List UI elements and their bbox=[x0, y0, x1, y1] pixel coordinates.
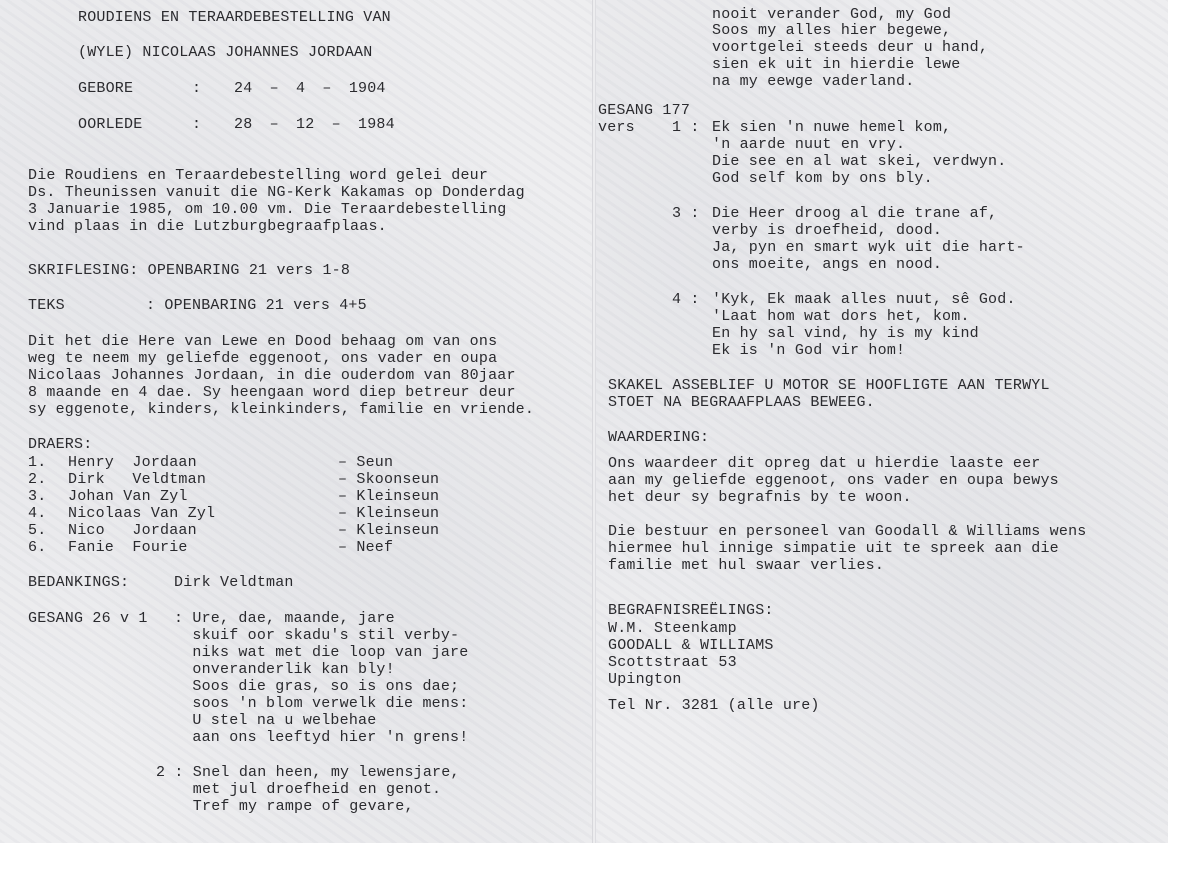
announcement-line: sy eggenote, kinders, kleinkinders, familie en vriende. bbox=[28, 401, 535, 418]
born-date: 24 – 4 – 1904 bbox=[234, 80, 386, 97]
condolence-line: hiermee hul innige simpatie uit te spreek aan die bbox=[608, 540, 1059, 557]
text-label: TEKS bbox=[28, 297, 65, 314]
intro-line: 3 Januarie 1985, om 10.00 vm. Die Teraardebestelling bbox=[28, 201, 507, 218]
phone-line: Tel Nr. 3281 (alle ure) bbox=[608, 697, 820, 714]
hymn-line: skuif oor skadu's stil verby- bbox=[174, 627, 460, 644]
hymn-continuation-line: sien ek uit in hierdie lewe bbox=[712, 56, 961, 73]
bearer-num: 3. bbox=[28, 488, 47, 505]
hymn26-label: GESANG 26 v 1 bbox=[28, 610, 148, 627]
verse-line: 'Kyk, Ek maak alles nuut, sê God. bbox=[712, 291, 1016, 308]
verse-line: ons moeite, angs en nood. bbox=[712, 256, 943, 273]
bearer-name: Nico Jordaan bbox=[68, 522, 197, 539]
arrangements-line: W.M. Steenkamp bbox=[608, 620, 737, 637]
bearer-num: 2. bbox=[28, 471, 47, 488]
bearer-num: 4. bbox=[28, 505, 47, 522]
bearer-name: Fanie Fourie bbox=[68, 539, 188, 556]
born-sep: : bbox=[192, 80, 202, 97]
bearer-num: 5. bbox=[28, 522, 47, 539]
verse-number: 1 : bbox=[672, 119, 700, 136]
hymn-line: met jul droefheid en genot. bbox=[156, 781, 442, 798]
verse-line: God self kom by ons bly. bbox=[712, 170, 933, 187]
bearer-relation: – Kleinseun bbox=[338, 522, 440, 539]
hymn-continuation-line: nooit verander God, my God bbox=[712, 6, 952, 23]
died-sep: : bbox=[192, 116, 202, 133]
arrangements-line: Scottstraat 53 bbox=[608, 654, 737, 671]
appreciation-heading: WAARDERING: bbox=[608, 429, 710, 446]
bearer-relation: – Kleinseun bbox=[338, 488, 440, 505]
intro-line: Ds. Theunissen vanuit die NG-Kerk Kakamas op Donderdag bbox=[28, 184, 525, 201]
hymn-line: 2 : Snel dan heen, my lewensjare, bbox=[156, 764, 460, 781]
bearer-name: Dirk Veldtman bbox=[68, 471, 207, 488]
hymn-line: onveranderlik kan bly! bbox=[174, 661, 395, 678]
intro-line: vind plaas in die Lutzburgbegraafplaas. bbox=[28, 218, 387, 235]
bearer-name: Henry Jordaan bbox=[68, 454, 197, 471]
thanks-label: BEDANKINGS: bbox=[28, 574, 130, 591]
verse-number: 4 : bbox=[672, 291, 700, 308]
announcement-line: Dit het die Here van Lewe en Dood behaag om van ons bbox=[28, 333, 498, 350]
verse-line: Die see en al wat skei, verdwyn. bbox=[712, 153, 1007, 170]
hymn177-label: GESANG 177 bbox=[598, 102, 691, 119]
condolence-line: Die bestuur en personeel van Goodall & Williams wens bbox=[608, 523, 1087, 540]
hymn-line: Soos die gras, so is ons dae; bbox=[174, 678, 460, 695]
reading-line: SKRIFLESING: OPENBARING 21 vers 1-8 bbox=[28, 262, 351, 279]
hymn-line: Tref my rampe of gevare, bbox=[156, 798, 414, 815]
verse-line: Die Heer droog al die trane af, bbox=[712, 205, 998, 222]
hymn-line: U stel na u welbehae bbox=[174, 712, 377, 729]
bearer-relation: – Skoonseun bbox=[338, 471, 440, 488]
verse-label: vers bbox=[598, 119, 635, 136]
verse-line: Ek sien 'n nuwe hemel kom, bbox=[712, 119, 952, 136]
verse-line: Ja, pyn en smart wyk uit die hart- bbox=[712, 239, 1025, 256]
verse-line: 'Laat hom wat dors het, kom. bbox=[712, 308, 970, 325]
verse-number: 3 : bbox=[672, 205, 700, 222]
condolence-line: familie met hul swaar verlies. bbox=[608, 557, 885, 574]
bearer-name: Nicolaas Van Zyl bbox=[68, 505, 216, 522]
hymn-line: : Ure, dae, maande, jare bbox=[174, 610, 395, 627]
headlights-notice: SKAKEL ASSEBLIEF U MOTOR SE HOOFLIGTE AAN TERWYL bbox=[608, 377, 1050, 394]
announcement-line: weg te neem my geliefde eggenoot, ons vader en oupa bbox=[28, 350, 498, 367]
hymn-continuation-line: voortgelei steeds deur u hand, bbox=[712, 39, 989, 56]
arrangements-line: Upington bbox=[608, 671, 682, 688]
bearer-relation: – Seun bbox=[338, 454, 394, 471]
hymn-continuation-line: Soos my alles hier begewe, bbox=[712, 22, 952, 39]
died-date: 28 – 12 – 1984 bbox=[234, 116, 395, 133]
headlights-notice: STOET NA BEGRAAFPLAAS BEWEEG. bbox=[608, 394, 875, 411]
bearer-relation: – Kleinseun bbox=[338, 505, 440, 522]
text-value: : OPENBARING 21 vers 4+5 bbox=[146, 297, 367, 314]
thanks-name: Dirk Veldtman bbox=[174, 574, 294, 591]
verse-line: En hy sal vind, hy is my kind bbox=[712, 325, 979, 342]
died-label: OORLEDE bbox=[78, 116, 143, 133]
page-fold bbox=[592, 0, 596, 843]
hymn-continuation-line: na my eewge vaderland. bbox=[712, 73, 915, 90]
verse-line: 'n aarde nuut en vry. bbox=[712, 136, 906, 153]
hymn-line: niks wat met die loop van jare bbox=[174, 644, 469, 661]
bearer-name: Johan Van Zyl bbox=[68, 488, 188, 505]
announcement-line: 8 maande en 4 dae. Sy heengaan word diep betreur deur bbox=[28, 384, 516, 401]
born-label: GEBORE bbox=[78, 80, 134, 97]
appreciation-line: het deur sy begrafnis by te woon. bbox=[608, 489, 912, 506]
bearer-num: 6. bbox=[28, 539, 47, 556]
arrangements-line: GOODALL & WILLIAMS bbox=[608, 637, 774, 654]
appreciation-line: Ons waardeer dit opreg dat u hierdie laaste eer bbox=[608, 455, 1041, 472]
title-line-2: (WYLE) NICOLAAS JOHANNES JORDAAN bbox=[78, 44, 373, 61]
intro-line: Die Roudiens en Teraardebestelling word gelei deur bbox=[28, 167, 489, 184]
hymn-line: soos 'n blom verwelk die mens: bbox=[174, 695, 469, 712]
verse-line: verby is droefheid, dood. bbox=[712, 222, 943, 239]
verse-line: Ek is 'n God vir hom! bbox=[712, 342, 906, 359]
title-line-1: ROUDIENS EN TERAARDEBESTELLING VAN bbox=[78, 9, 391, 26]
appreciation-line: aan my geliefde eggenoot, ons vader en oupa bewys bbox=[608, 472, 1059, 489]
bearer-num: 1. bbox=[28, 454, 47, 471]
bearers-heading: DRAERS: bbox=[28, 436, 93, 453]
announcement-line: Nicolaas Johannes Jordaan, in die ouderdom van 80jaar bbox=[28, 367, 516, 384]
bearer-relation: – Neef bbox=[338, 539, 394, 556]
hymn-line: aan ons leeftyd hier 'n grens! bbox=[174, 729, 469, 746]
arrangements-heading: BEGRAFNISREËLINGS: bbox=[608, 602, 774, 619]
